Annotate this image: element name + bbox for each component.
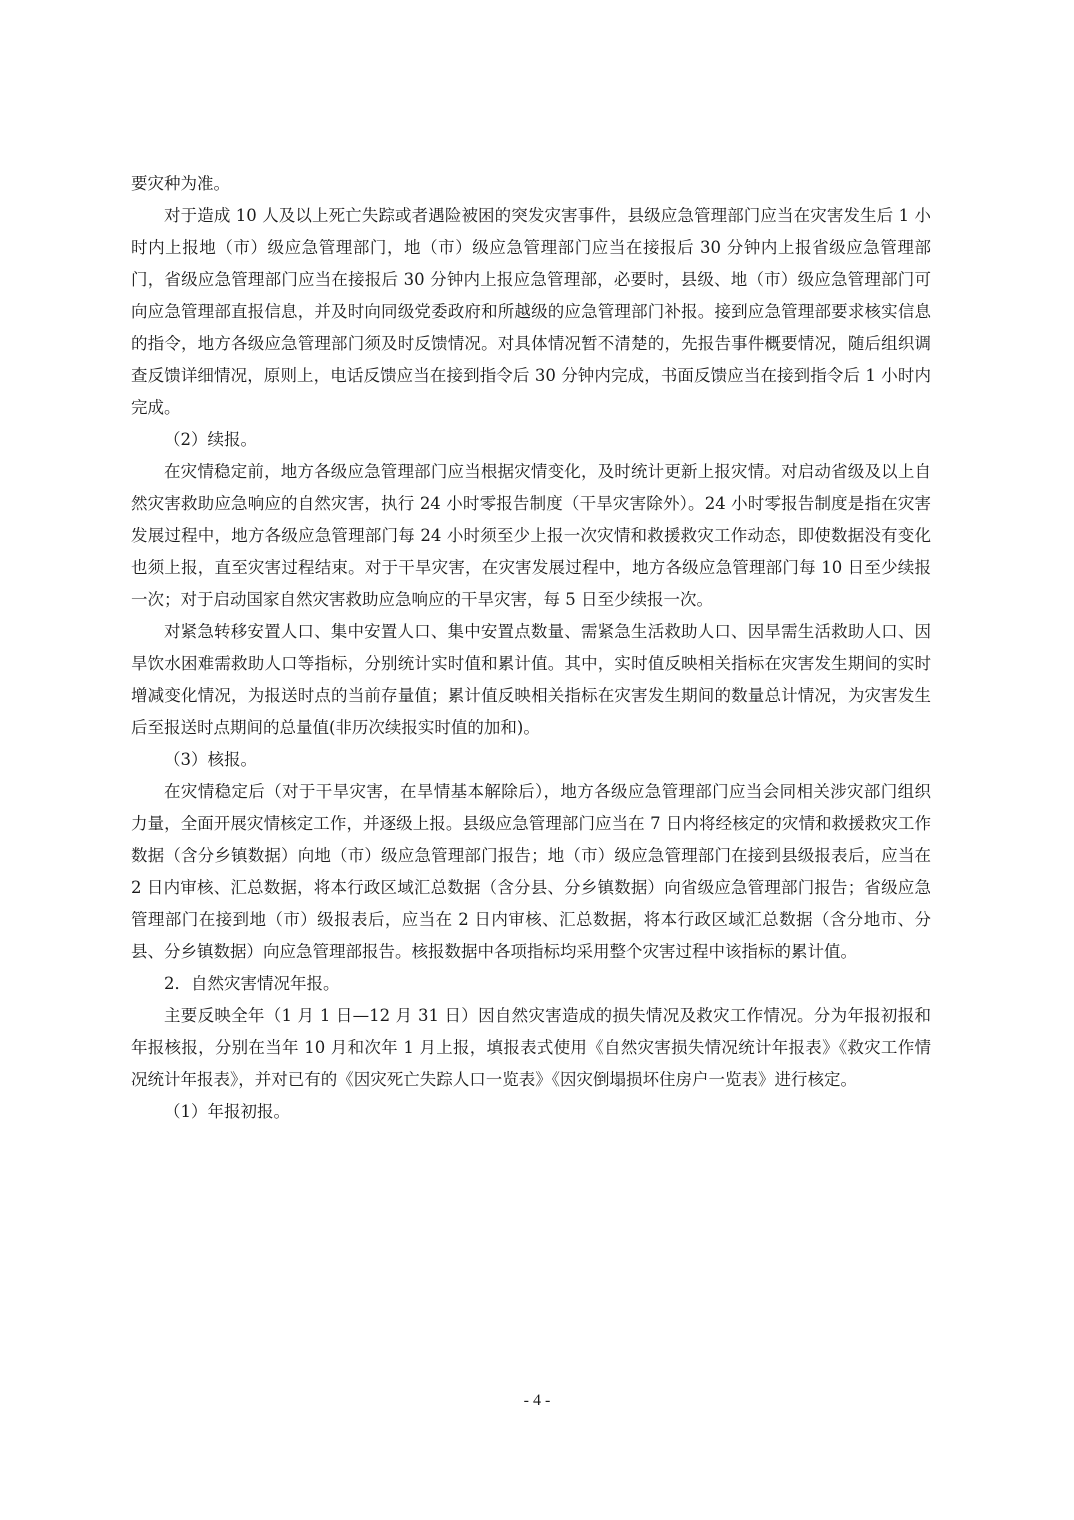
- body-text: [131, 168, 931, 1128]
- paragraph-continuation: 要灾种为准。: [131, 174, 230, 193]
- paragraph-initial-report-deadlines: 对于造成 10 人及以上死亡失踪或者遇险被困的突发灾害事件，县级应急管理部门应当在灾害发生后 1 小时内上报地（市）级应急管理部门，地（市）级应急管理部门应当在接报后 30 分钟内上报省级应急管理部门，省级应急管理部门应当在接报后 30 分钟内上报应急管理部，必要时，县级、地（市）级应急管理部门可向应急管理部直报信息，并及时向同级党委政府和所越级的应急管理部门补报。接到应急管理部要求核实信息的指令，地方各级应急管理部门须及时反馈情况。对具体情况暂不清楚的，先报告事件概要情况，随后组织调查反馈详细情况，原则上，电话反馈应当在接到指令后 30 分钟内完成，书面反馈应当在接到指令后 1 小时内完成。: [131, 206, 931, 417]
- paragraph-follow-up-report: 在灾情稳定前，地方各级应急管理部门应当根据灾情变化，及时统计更新上报灾情。对启动省级及以上自然灾害救助应急响应的自然灾害，执行 24 小时零报告制度（干旱灾害除外）。24 小时零报告制度是指在灾害发展过程中，地方各级应急管理部门每 24 小时须至少上报一次灾情和救援救灾工作动态，即使数据没有变化也须上报，直至灾害过程结束。对于干旱灾害，在灾害发展过程中，地方各级应急管理部门每 10 日至少续报一次；对于启动国家自然灾害救助应急响应的干旱灾害，每 5 日至少续报一次。: [131, 462, 931, 609]
- heading-annual-report: 2．自然灾害情况年报。: [164, 974, 340, 993]
- paragraph-verification-report: 在灾情稳定后（对于干旱灾害，在旱情基本解除后），地方各级应急管理部门应当会同相关涉灾部门组织力量，全面开展灾情核定工作，并逐级上报。县级应急管理部门应当在 7 日内将经核定的灾情和救援救灾工作数据（含分乡镇数据）向地（市）级应急管理部门报告；地（市）级应急管理部门在接到县级报表后，应当在 2 日内审核、汇总数据，将本行政区域汇总数据（含分县、分乡镇数据）向省级应急管理部门报告；省级应急管理部门在接到地（市）级报表后，应当在 2 日内审核、汇总数据，将本行政区域汇总数据（含分地市、分县、分乡镇数据）向应急管理部报告。核报数据中各项指标均采用整个灾害过程中该指标的累计值。: [131, 782, 931, 961]
- heading-verification-report: （3）核报。: [164, 750, 257, 769]
- paragraph-annual-report: 主要反映全年（1 月 1 日—12 月 31 日）因自然灾害造成的损失情况及救灾工作情况。分为年报初报和年报核报，分别在当年 10 月和次年 1 月上报，填报表式使用《自然灾害损失情况统计年报表》《救灾工作情况统计年报表》，并对已有的《因灾死亡失踪人口一览表》《因灾倒塌损坏住房户一览表》进行核定。: [131, 1006, 931, 1089]
- paragraph-realtime-cumulative-values: 对紧急转移安置人口、集中安置人口、集中安置点数量、需紧急生活救助人口、因旱需生活救助人口、因旱饮水困难需救助人口等指标，分别统计实时值和累计值。其中，实时值反映相关指标在灾害发生期间的实时增减变化情况，为报送时点的当前存量值；累计值反映相关指标在灾害发生期间的数量总计情况，为灾害发生后至报送时点期间的总量值(非历次续报实时值的加和)。: [131, 622, 931, 737]
- heading-annual-initial-report: （1）年报初报。: [164, 1102, 290, 1121]
- page-number: - 4 -: [523, 1392, 551, 1409]
- heading-follow-up-report: （2）续报。: [164, 430, 257, 449]
